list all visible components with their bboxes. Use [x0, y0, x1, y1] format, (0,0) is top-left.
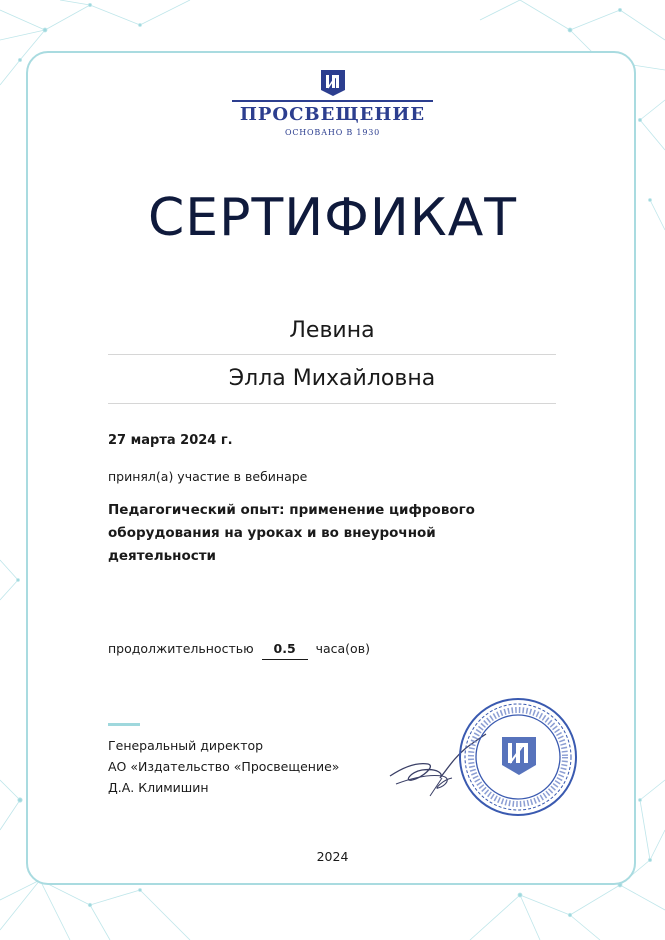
signatory-position: Генеральный директор: [108, 738, 264, 753]
signatory-name: Д.А. Климишин: [108, 780, 209, 795]
recipient-surname: Левина: [108, 318, 556, 355]
certificate-title: СЕРТИФИКАТ: [147, 188, 518, 248]
duration-value: 0.5: [262, 641, 308, 660]
publisher-logo: [0, 68, 665, 137]
signatory-organization: АО «Издательство «Просвещение»: [108, 759, 340, 774]
signatory-block: [108, 735, 339, 798]
logo-subtitle: ОСНОВАНО В 1930: [284, 128, 380, 137]
duration-line: [108, 641, 370, 660]
ip-monogram-icon: [502, 737, 536, 775]
accent-divider: [108, 723, 140, 726]
certificate-year: 2024: [316, 849, 349, 864]
ip-monogram-icon: [319, 68, 347, 98]
official-stamp: [456, 695, 580, 819]
webinar-title: Педагогический опыт: применение цифрового оборудования на уроках и во внеурочной деятельности: [108, 502, 475, 564]
participation-text: принял(а) участие в вебинаре: [108, 469, 308, 484]
duration-unit: часа(ов): [315, 641, 370, 656]
event-date: 27 марта 2024 г.: [108, 433, 233, 448]
logo-name: ПРОСВЕЩЕНИЕ: [240, 100, 425, 125]
duration-prefix: продолжительностью: [108, 641, 254, 656]
recipient-given-names: Элла Михайловна: [108, 366, 556, 404]
